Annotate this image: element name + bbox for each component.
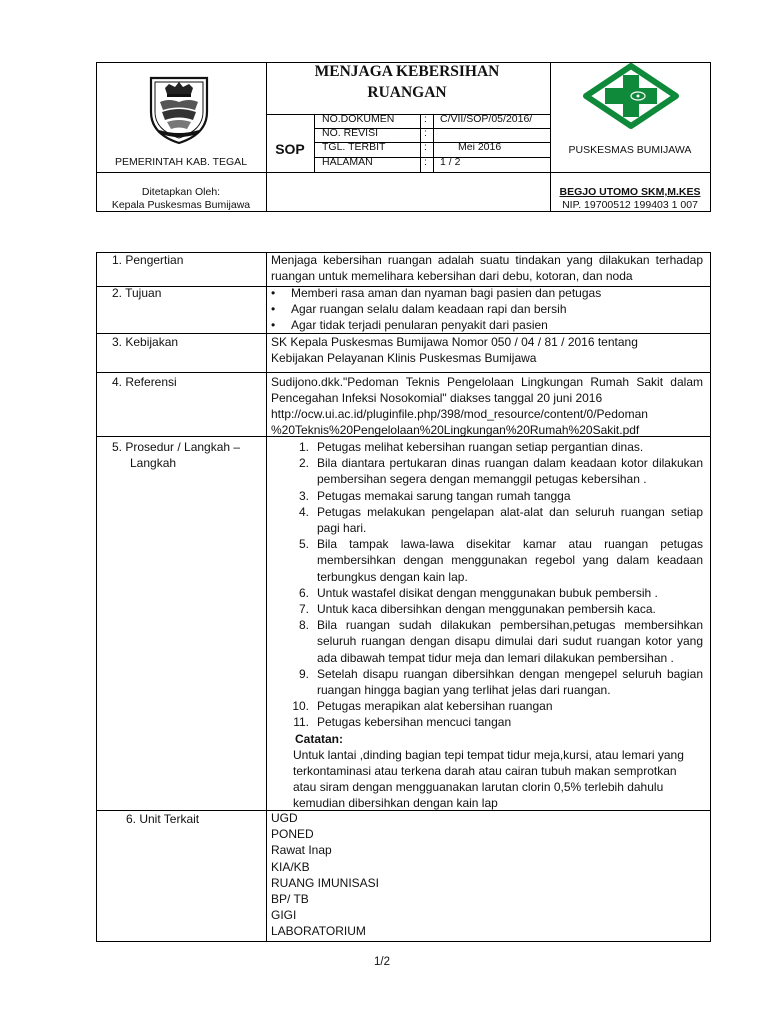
text-pengertian: Menjaga kebersihan ruangan adalah suatu tindakan yang dilakukan terhadap ruangan untuk memelihara kebersihan dari debu, kotoran, dan noda <box>271 253 703 284</box>
list-item: 4. Petugas melakukan pengelapan alat-alat dan seluruh ruangan setiap pagi hari. <box>298 504 703 536</box>
signer-name: BEGJO UTOMO SKM,M.KES <box>559 186 701 198</box>
note-title: Catatan: <box>295 731 344 746</box>
meta-label-no-revisi: NO. REVISI <box>322 127 379 139</box>
list-item: 2. Bila diantara pertukaran dinas ruangan dalam keadaan kotor dilakukan pembersihan segera dengan memanggil petugas kebersihan . <box>298 456 703 487</box>
sop-label: SOP <box>275 141 305 157</box>
list-item: BP/ TB <box>271 892 309 907</box>
puskesmas-logo-icon <box>581 63 681 133</box>
list-item: 1. Petugas melihat kebersihan ruangan setiap pergantian dinas. <box>298 440 644 454</box>
list-item: 11. Petugas kebersihan mencuci tangan <box>293 715 512 730</box>
meta-label-halaman: HALAMAN <box>322 156 373 168</box>
list-item: LABORATORIUM <box>271 924 366 939</box>
list-item: GIGI <box>271 908 297 923</box>
label-pengertian: 1. Pengertian <box>112 253 184 267</box>
document-title-line1: MENJAGA KEBERSIHAN <box>314 63 500 80</box>
meta-value-halaman: 1 / 2 <box>440 156 461 168</box>
text-referensi-url1: http://ocw.ui.ac.id/pluginfile.php/398/mod_resource/content/0/Pedoman <box>271 407 648 421</box>
list-item: 3. Petugas memakai sarung tangan rumah tangga <box>298 488 571 503</box>
kab-tegal-emblem-icon <box>145 72 213 146</box>
list-item: • Memberi rasa aman dan nyaman bagi pasien dan petugas <box>271 285 703 301</box>
list-item: UGD <box>271 811 298 825</box>
meta-sep: : <box>424 141 427 153</box>
list-item: • Agar tidak terjadi penularan penyakit dari pasien <box>271 317 703 333</box>
label-referensi: 4. Referensi <box>112 375 177 389</box>
meta-sep: : <box>424 156 427 168</box>
set-by-line1: Ditetapkan Oleh: <box>141 186 221 198</box>
label-prosedur-line2: Langkah <box>130 456 177 470</box>
text-kebijakan-line2: Kebijakan Pelayanan Klinis Puskesmas Bumijawa <box>271 351 537 365</box>
list-item: • Agar ruangan selalu dalam keadaan rapi dan bersih <box>271 301 703 317</box>
org-right: PUSKESMAS BUMIJAWA <box>568 144 692 156</box>
label-unit-terkait: 6. Unit Terkait <box>126 812 200 826</box>
text-kebijakan-line1: SK Kepala Puskesmas Bumijawa Nomor 050 / 04 / 81 / 2016 tentang <box>271 335 638 349</box>
label-tujuan: 2. Tujuan <box>112 286 162 300</box>
label-prosedur: 5. Prosedur / Langkah – <box>112 440 241 454</box>
list-item: PONED <box>271 827 314 842</box>
list-item: 6. Untuk wastafel disikat dengan menggunakan bubuk pembersih . <box>298 585 658 600</box>
org-left: PEMERINTAH KAB. TEGAL <box>114 156 248 168</box>
meta-value-no-dokumen: C/VII/SOP/05/2016/ <box>440 113 533 125</box>
list-item: 5. Bila tampak lawa-lawa disekitar kamar atau ruangan petugas membersihkan dengan menggunakan regebol yang dalam keadaan terbungkus dengan kain lap. <box>298 537 703 584</box>
list-item: KIA/KB <box>271 859 310 874</box>
meta-sep: : <box>424 127 427 139</box>
list-prosedur <box>271 439 703 812</box>
list-item: Rawat Inap <box>271 843 332 858</box>
page-number: 1/2 <box>374 956 390 968</box>
meta-value-tgl-terbit: Mei 2016 <box>458 141 502 153</box>
list-item: 8. Bila ruangan sudah dilakukan pembersihan,petugas membersihkan seluruh ruangan dengan disapu dimulai dari sudut ruangan kotor yang ada dibawah tempat tidur meja dan lemari dilakukan pembersihan . <box>298 618 703 665</box>
signer-nip: NIP. 19700512 199403 1 007 <box>562 199 698 211</box>
note-text: Untuk lantai ,dinding bagian tepi tempat tidur meja,kursi, atau lemari yang terkontaminasi atau terkena darah atau cairan tubuh makan semprotkan atau siram dengan mengguanakan larutan clorin 0,5% terlebih dahulu kemudian dibersihkan dengan kain lap <box>293 747 684 811</box>
document-title-line2: RUANGAN <box>367 84 447 101</box>
list-item: 10. Petugas merapikan alat kebersihan ruangan <box>292 699 553 714</box>
list-item: 9. Setelah disapu ruangan dibersihkan dengan mengepel seluruh bagian ruangan hingga bagian yang terlihat jelas dari ruangan. <box>298 666 703 698</box>
meta-label-no-dokumen: NO.DOKUMEN <box>322 113 395 125</box>
text-referensi-url2: %20Teknis%20Pengelolaan%20Lingkungan%20Rumah%20Sakit.pdf <box>271 423 640 437</box>
list-tujuan <box>271 285 703 334</box>
meta-label-tgl-terbit: TGL. TERBIT <box>322 141 386 153</box>
list-unit-terkait <box>271 810 703 940</box>
text-referensi: Sudijono.dkk."Pedoman Teknis Pengelolaan Lingkungan Rumah Sakit dalam Pencegahan Infeksi Nosokomial" diakses tanggal 20 juni 2016 <box>271 375 703 406</box>
label-kebijakan: 3. Kebijakan <box>112 335 179 349</box>
set-by-line2: Kepala Puskesmas Bumijawa <box>111 199 251 211</box>
meta-sep: : <box>424 113 427 125</box>
list-item: 7. Untuk kaca dibersihkan dengan menggunakan pembersih kaca. <box>298 602 656 617</box>
list-item: RUANG IMUNISASI <box>271 875 380 890</box>
